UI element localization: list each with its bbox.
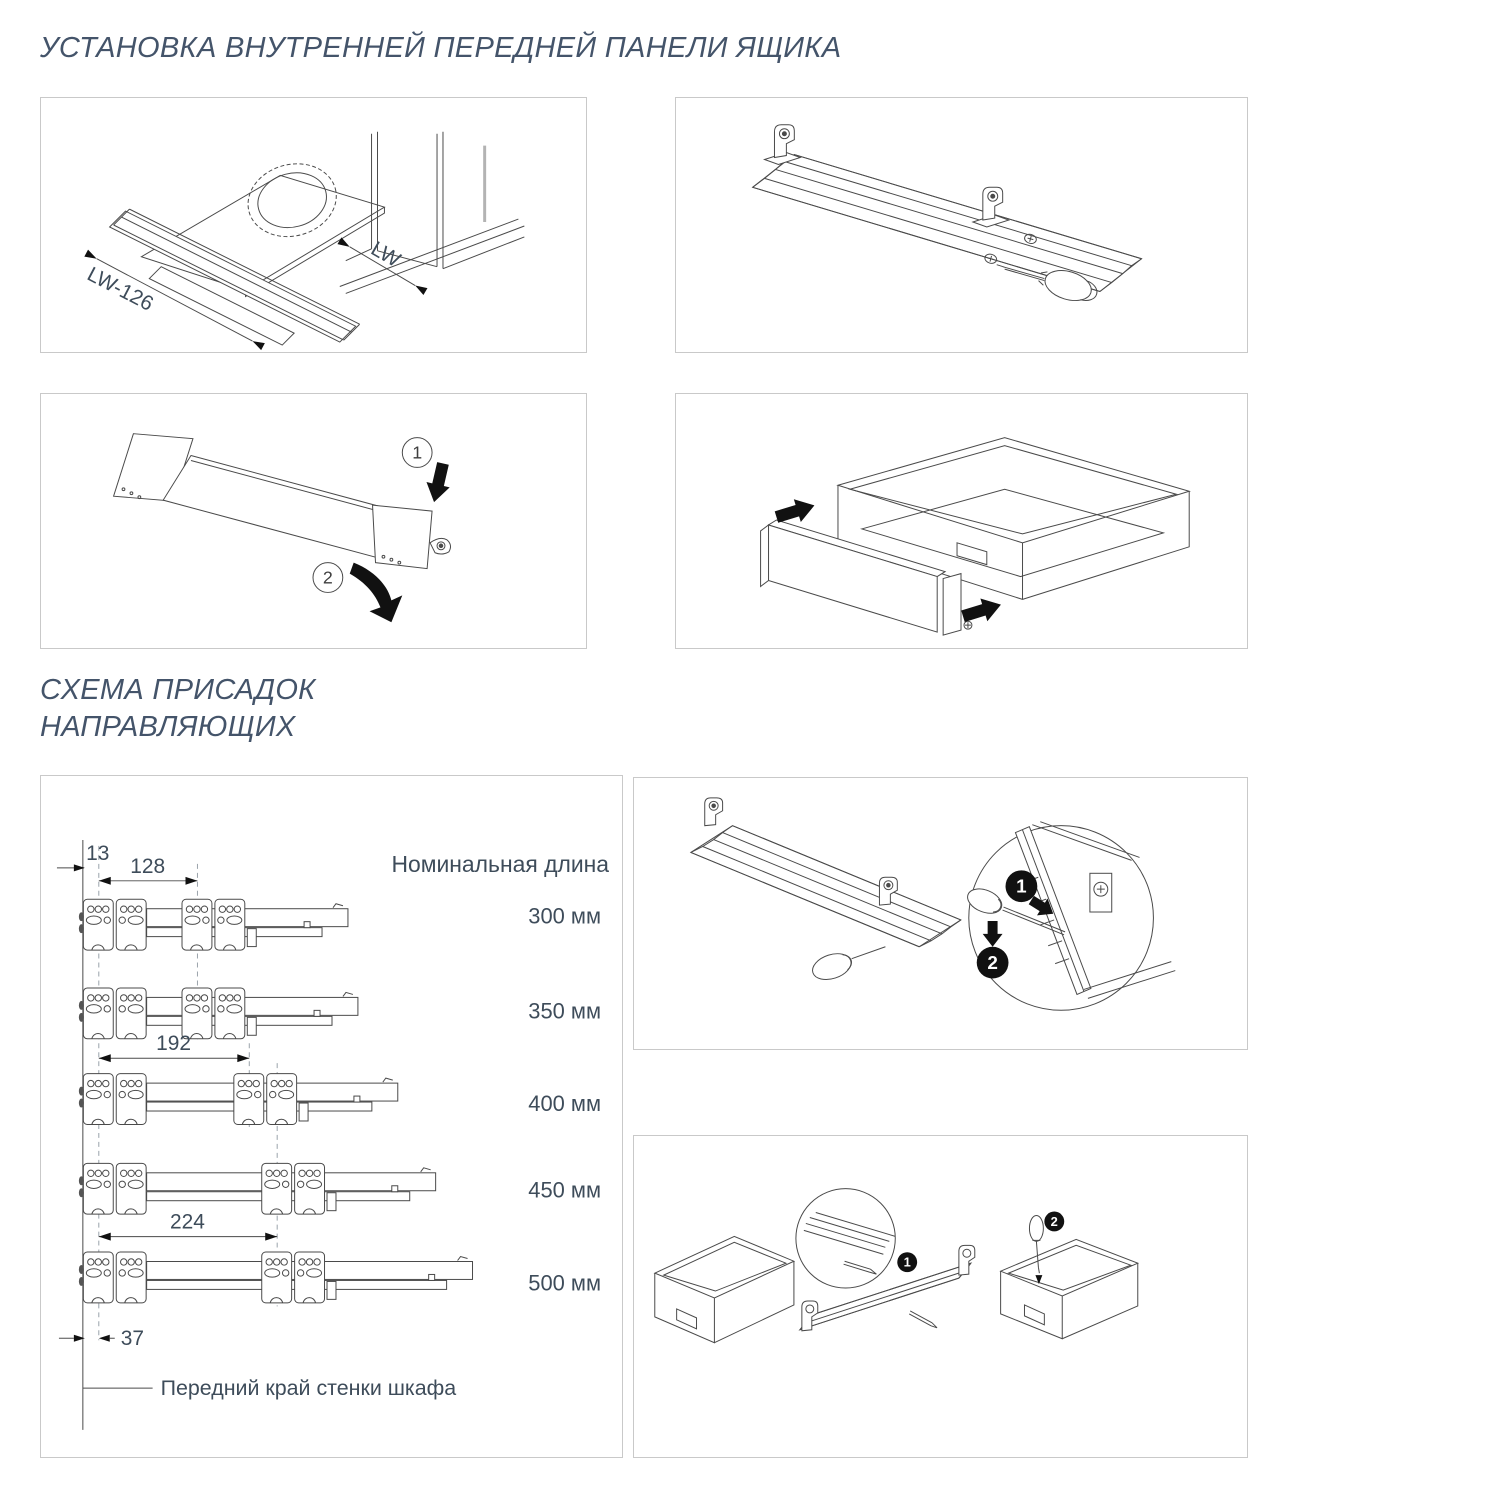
saw-blade-icon (240, 154, 345, 246)
panel-drawer-insert (675, 393, 1248, 649)
step-2-number: 2 (1050, 1213, 1058, 1229)
nominal-length-header: Номинальная длина (391, 850, 610, 877)
drawer-insert-drawing (676, 394, 1247, 648)
pin-mount-drawing (634, 1136, 1247, 1457)
step-2-number: 2 (322, 567, 333, 588)
panel-pin-mount (633, 1135, 1248, 1458)
dim-front-offset: 37 (120, 1327, 144, 1351)
length-500: 500 мм (528, 1270, 602, 1296)
panel-front-attach-steps (40, 393, 587, 649)
front-attach-drawing (41, 394, 586, 648)
down-arrow-icon (422, 461, 454, 505)
step-2-number: 2 (987, 952, 998, 974)
dim-edge-offset: 13 (86, 841, 110, 865)
step-1-number: 1 (412, 442, 423, 463)
screwdriver-icon (809, 947, 885, 984)
panel-bracket-screws (675, 97, 1248, 353)
drilling-title-line2: НАПРАВЛЯЮЩИХ (40, 711, 296, 743)
section-title-drilling (40, 672, 316, 746)
cut-to-size-drawing (41, 98, 586, 352)
dim-board-width: LW-126 (83, 262, 158, 316)
down-arrow-icon (1035, 1275, 1042, 1284)
step-1-number: 1 (1016, 875, 1027, 897)
panel-cut-to-size (40, 97, 587, 353)
down-arrow-icon (983, 921, 1003, 947)
dim-cabinet-width: LW (367, 237, 405, 272)
rail-profile (110, 211, 356, 342)
length-450: 450 мм (528, 1177, 602, 1203)
runner-row-350 (147, 992, 358, 1035)
step-1-number: 1 (903, 1254, 911, 1270)
screwdriver-icon (1029, 1216, 1043, 1274)
runner-row-300 (147, 904, 348, 947)
rotate-arrow-icon (350, 563, 403, 623)
hook-detail-drawing (634, 778, 1247, 1049)
panel-drilling-scheme (40, 775, 623, 1458)
front-edge-label: Передний край стенки шкафа (160, 1376, 457, 1401)
panel-hook-detail (633, 777, 1248, 1050)
drilling-scheme-drawing (41, 776, 622, 1457)
bracket-screws-drawing (676, 98, 1247, 352)
length-400: 400 мм (528, 1091, 602, 1117)
dim-pitch-192: 192 (156, 1032, 191, 1056)
section-title-installation: УСТАНОВКА ВНУТРЕННЕЙ ПЕРЕДНЕЙ ПАНЕЛИ ЯЩИКА (40, 32, 842, 64)
drilling-title-line1: СХЕМА ПРИСАДОК (40, 674, 316, 706)
dim-pitch-224: 224 (170, 1210, 205, 1234)
length-350: 350 мм (528, 998, 602, 1024)
pin-icon (909, 1311, 937, 1328)
dim-pitch-128: 128 (130, 854, 166, 878)
insert-arrow-icon (960, 593, 1005, 627)
length-300: 300 мм (528, 903, 602, 929)
pin-icon (844, 1261, 877, 1274)
